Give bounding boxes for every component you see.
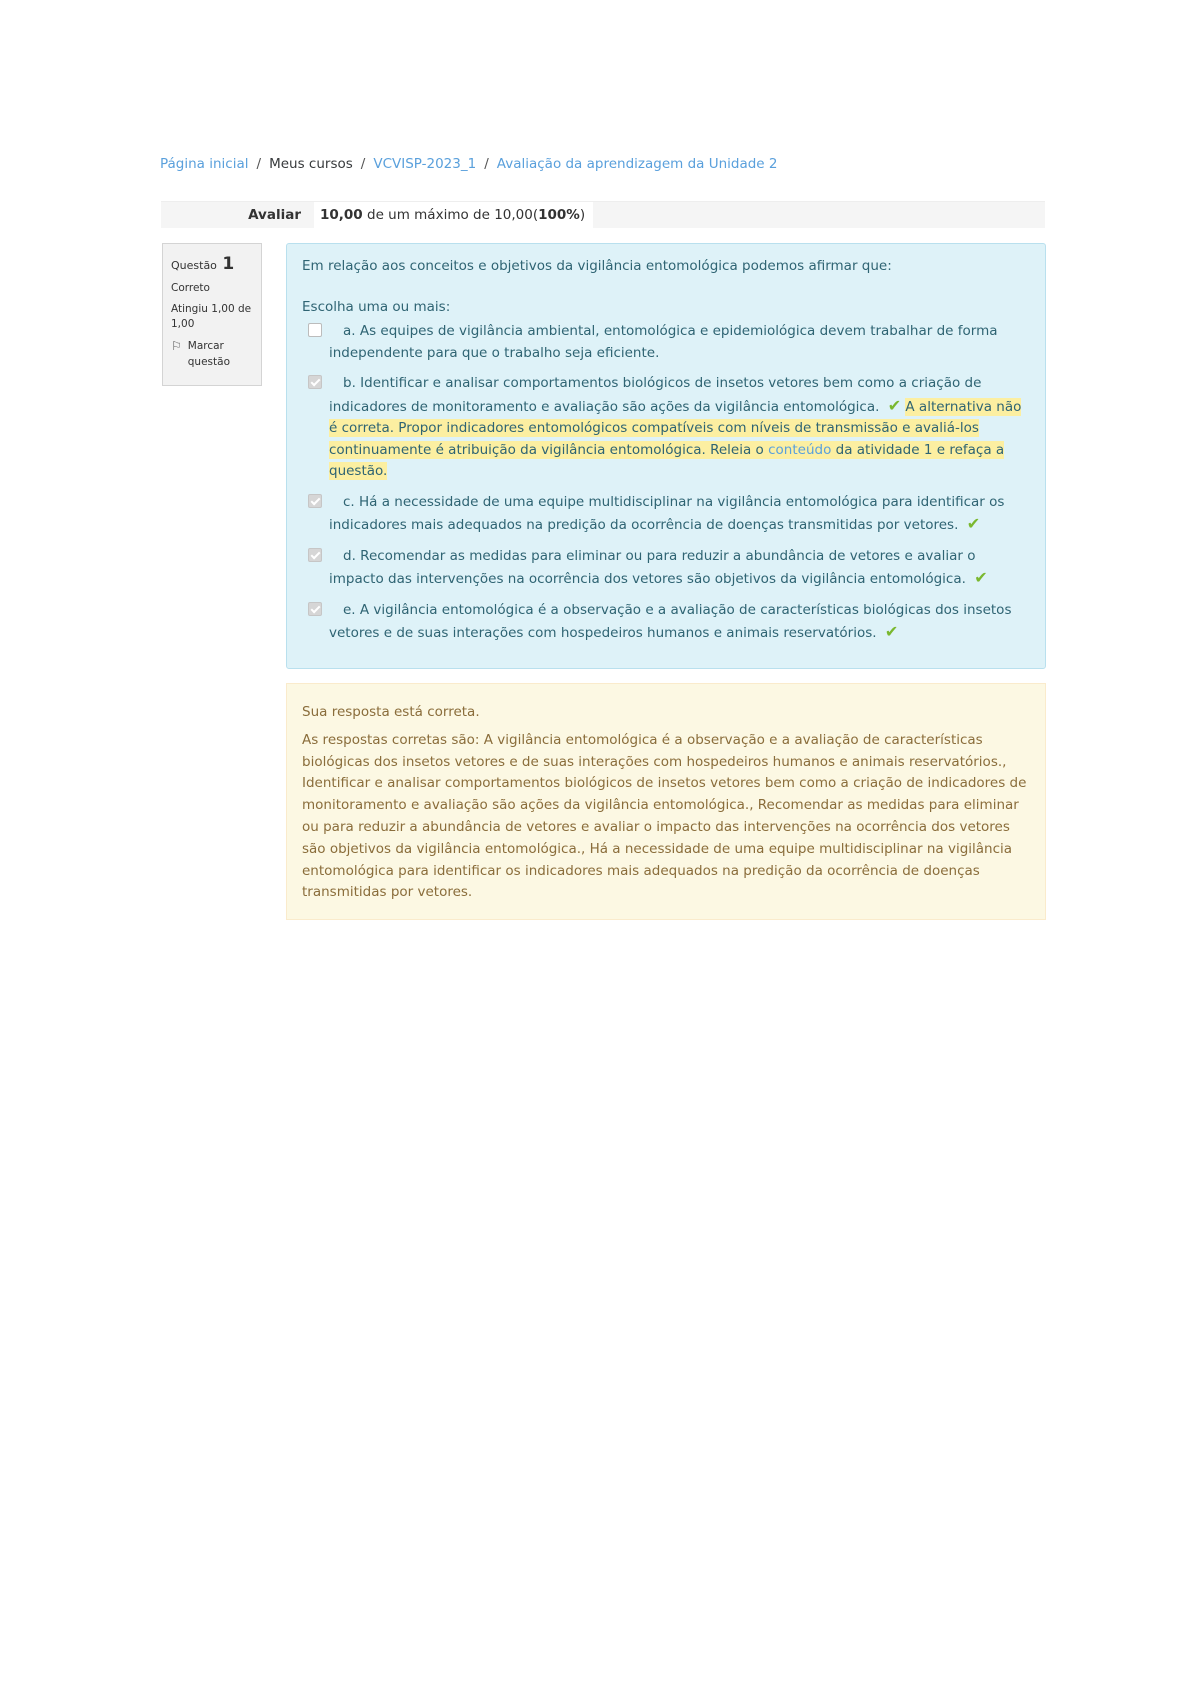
content-link[interactable]: conteúdo — [768, 441, 832, 458]
answer-option-c[interactable] — [302, 492, 1030, 537]
checkbox-b[interactable] — [308, 375, 322, 389]
breadcrumb-home-link[interactable]: Página inicial — [160, 156, 249, 172]
checkbox-c[interactable] — [308, 494, 322, 508]
option-text-e — [329, 600, 1030, 645]
question-grade: Atingiu 1,00 de 1,00 — [171, 302, 252, 331]
option-label: As equipes de vigilância ambiental, entomológica e epidemiológica devem trabalhar de forma independente para que o trabalho seja eficiente. — [329, 323, 998, 361]
option-letter: a. — [343, 323, 356, 339]
question-state: Correto — [171, 281, 210, 294]
option-label: A vigilância entomológica é a observação e a avaliação de características biológicas dos insetos vetores e de suas interações com hospedeiros humanos e animais reservatórios. — [329, 601, 1012, 641]
flag-question-button[interactable] — [171, 339, 253, 369]
option-label: Há a necessidade de uma equipe multidisciplinar na vigilância entomológica para identificar os indicadores mais adequados na predição da ocorrência de doenças transmitidas por vetores. — [329, 493, 1005, 533]
option-letter: e. — [343, 601, 356, 618]
answer-option-d[interactable] — [302, 546, 1030, 591]
feedback-text-end: da atividade 1 e refaça a questão. — [329, 441, 1005, 479]
correct-check-icon: ✔ — [974, 568, 988, 587]
option-letter: c. — [343, 493, 355, 510]
grade-percent: 100% — [538, 207, 580, 223]
checkbox-e[interactable] — [308, 602, 322, 616]
answer-prompt: Escolha uma ou mais: — [302, 299, 451, 315]
breadcrumb-course-link[interactable]: VCVISP-2023_1 — [373, 156, 477, 172]
checkbox-d[interactable] — [308, 548, 322, 562]
grade-value — [314, 202, 593, 228]
breadcrumb-activity-link[interactable]: Avaliação da aprendizagem da Unidade 2 — [496, 156, 778, 172]
breadcrumb-my-courses: Meus cursos — [269, 156, 353, 172]
flag-icon: ⚐ — [171, 339, 182, 354]
option-letter: d. — [343, 547, 356, 564]
flag-question-label: Marcar questão — [187, 340, 230, 368]
breadcrumb-separator: / — [256, 156, 262, 172]
option-text-b — [329, 373, 1030, 483]
question-number — [171, 252, 253, 277]
feedback-status: Sua resposta está correta. — [302, 704, 480, 720]
feedback-text: A alternativa não é correta. Propor indicadores entomológicos compatíveis com níveis de transmissão e avaliá-los continuamente é atribuição da vigilância entomológica. Releia o — [329, 398, 1022, 458]
checkbox-a[interactable] — [308, 323, 322, 337]
option-text-c — [329, 492, 1030, 537]
answer-option-e[interactable] — [302, 600, 1030, 645]
answer-option-b[interactable] — [302, 373, 1030, 483]
question-content — [286, 243, 1046, 669]
grade-summary-row — [161, 201, 1045, 228]
answer-option-a[interactable] — [302, 321, 1030, 364]
correct-check-icon: ✔ — [887, 395, 902, 415]
grade-score: 10,00 — [320, 207, 363, 223]
option-text-a — [329, 321, 1030, 364]
question-text: Em relação aos conceitos e objetivos da vigilância entomológica podemos afirmar que: — [302, 258, 892, 274]
breadcrumb-separator: / — [360, 156, 366, 172]
grade-label: Avaliar — [248, 207, 301, 223]
correct-answers-text: As respostas corretas são: A vigilância entomológica é a observação e a avaliação de características biológicas dos insetos vetores e de suas interações com hospedeiros humanos e animais reservatórios., Identificar e analisar comportamentos biológicos de insetos vetores bem como a criação de indicadores de monitoramento e avaliação são ações da vigilância entomológica., Recomendar as medidas para eliminar ou para reduzir a abundância de vetores e avaliar o impacto das intervenções na ocorrência dos vetores são objetivos da vigilância entomológica., Há a necessidade de uma equipe multidisciplinar na vigilância entomológica para identificar os indicadores mais adequados na predição da ocorrência de doenças transmitidas por vetores. — [302, 731, 1027, 901]
option-label: Identificar e analisar comportamentos biológicos de insetos vetores bem como a criação de indicadores de monitoramento e avaliação são ações da vigilância entomológica. — [329, 375, 982, 415]
correct-check-icon: ✔ — [966, 514, 981, 533]
option-letter: b. — [343, 375, 356, 391]
grade-max-text: de um máximo de 10,00( — [362, 207, 539, 223]
breadcrumb — [160, 156, 778, 172]
option-text-d — [329, 546, 1030, 591]
question-number-value: 1 — [222, 254, 235, 274]
correct-check-icon: ✔ — [884, 622, 899, 641]
general-feedback — [286, 683, 1046, 920]
question-info-panel — [162, 243, 262, 386]
breadcrumb-separator: / — [484, 156, 489, 172]
question-number-label: Questão — [171, 259, 217, 272]
grade-close-paren: ) — [579, 207, 586, 223]
option-label: Recomendar as medidas para eliminar ou para reduzir a abundância de vetores e avaliar o impacto das intervenções na ocorrência dos vetores são objetivos da vigilância entomológica. — [329, 547, 976, 587]
